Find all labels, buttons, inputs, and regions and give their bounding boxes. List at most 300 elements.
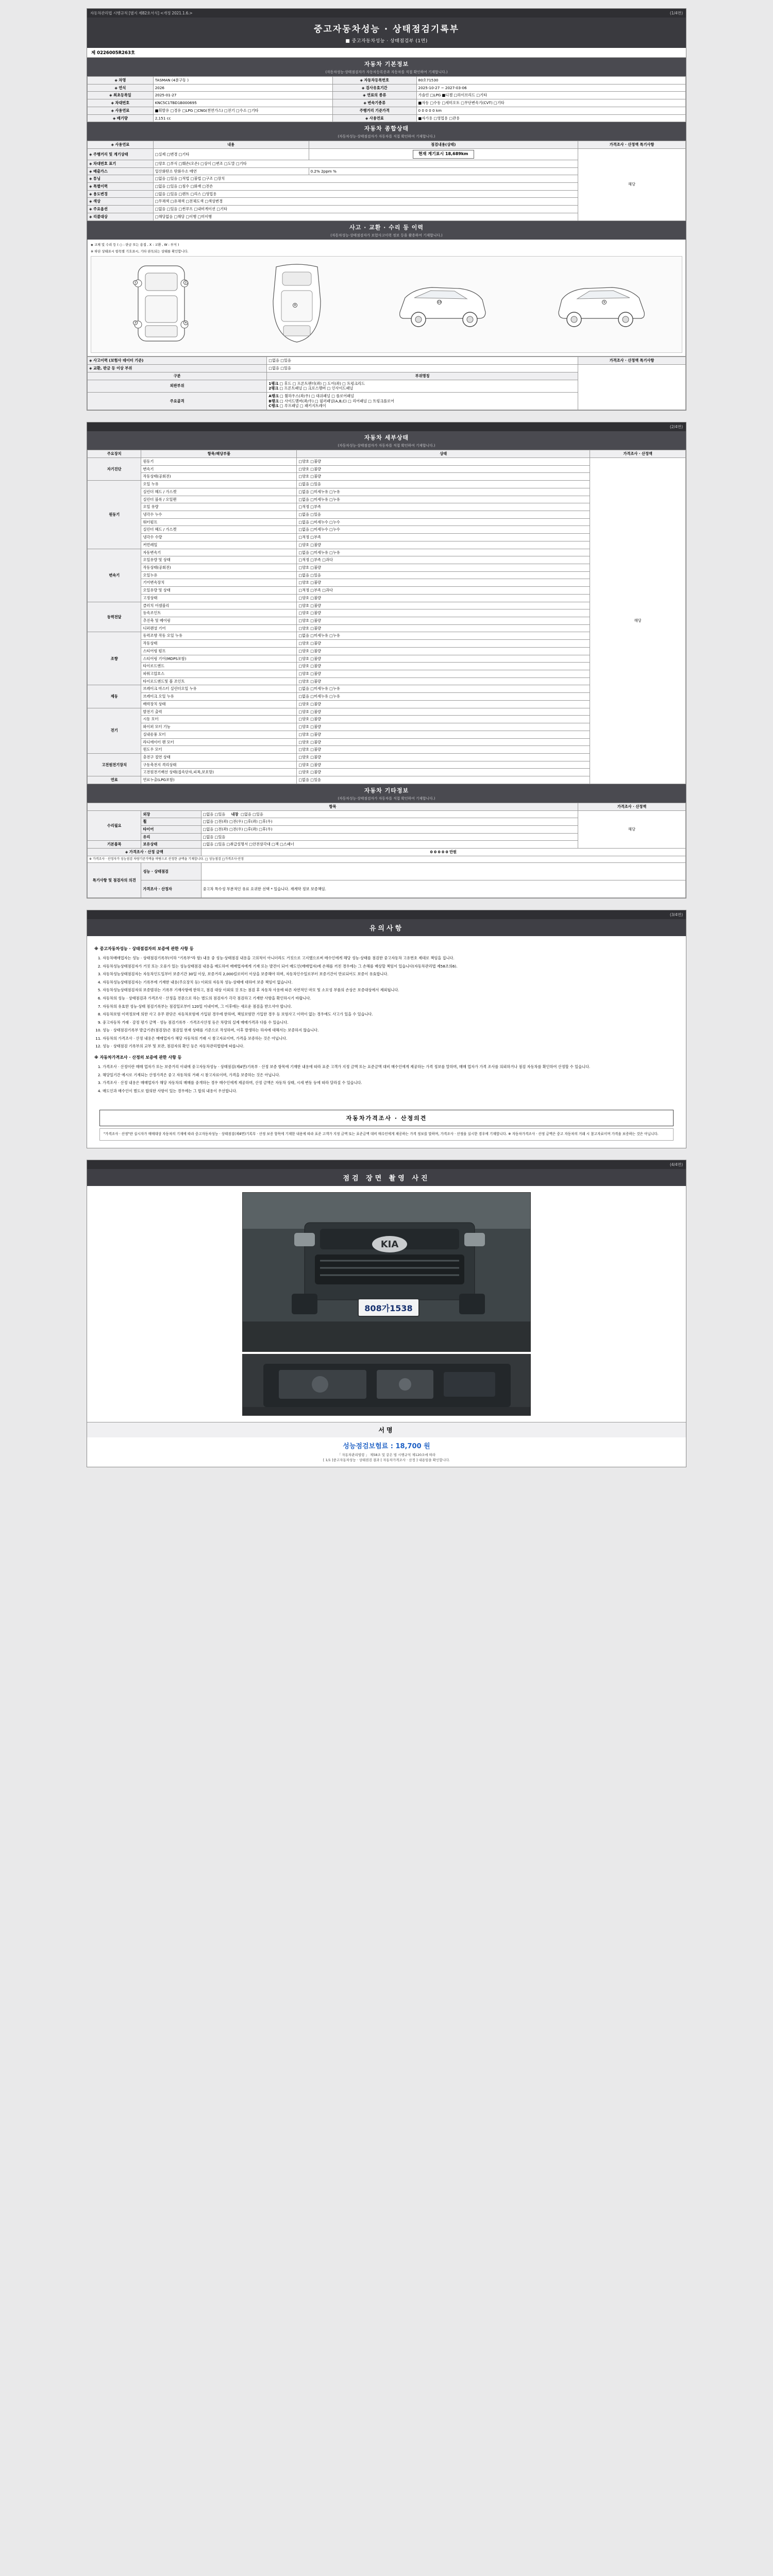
notice-list-2 (94, 1064, 679, 1094)
vehicle-front-photo-svg (243, 1193, 531, 1352)
diagram-marker: 2 (183, 280, 188, 285)
part-status: □적정 □부족 □과다 (297, 556, 590, 564)
part-name: 동력조향 작동 오일 누유 (141, 632, 297, 640)
part-name: 기어변속장치 (141, 579, 297, 587)
rank-parts: □ 프론트패널 □ 크로스멤버 □ 인사이드패널 (279, 386, 354, 391)
part-status: □양호 □불량 (297, 753, 590, 761)
section-note-accident: (자동차성능·상태점검자가 보험사고이력 정보 등을 활용하여 기재합니다.) (87, 232, 686, 240)
rank-label: C랭크 (268, 403, 279, 409)
group-outer-panel (88, 380, 267, 392)
group-label: 주요골격 (170, 398, 184, 403)
car-diagram-side-left (394, 275, 492, 334)
part-status: □양호 □불량 (297, 761, 590, 769)
list-item: 9. 중고자동차 거래 · 감정 평가 금액 · 성능 점검기록부 · 가격조사산정 등은 차량의 실제 매매가격과 다를 수 있습니다. (103, 1020, 679, 1026)
value-reg-no: 80호71530 (416, 77, 685, 84)
part-status: □양호 □불량 (297, 473, 590, 481)
table-header-row (88, 803, 686, 810)
value-exchange-parts: □없음 □있음 (267, 365, 578, 372)
part-name: 실내송풍 모터 (141, 731, 297, 738)
table-row (88, 84, 686, 92)
diagram-marker: 4 (183, 320, 188, 325)
accident-side-note (578, 365, 686, 410)
part-status: □양호 □불량 (297, 708, 590, 716)
car-diagram-side-right (552, 275, 650, 334)
row-detail-vin-mark: □양호 □부식 □훼손(오손) □상이 □변조 □도말 □기타 (153, 160, 578, 167)
remark-inspector-label: 성능 · 상태점검 (141, 862, 201, 880)
plate-text: 808가1538 (364, 1303, 413, 1313)
detail-state-table (87, 450, 686, 784)
group-engine: 원동기 (88, 481, 141, 549)
part-possession: 보유상태 (141, 841, 201, 849)
part-status: □양호 □불량 (297, 677, 590, 685)
value-insp-period: 2025-10-27 ~ 2027-03-06 (416, 84, 685, 92)
part-status: □양호 □불량 (297, 602, 590, 609)
part-name: 원동기 (141, 457, 297, 465)
footer-note (87, 1451, 686, 1467)
part-status: □양호 □불량 (297, 746, 590, 754)
price-band-note: ※ 가격조사 · 산정자가 성능점검 차량기준가액을 바탕으로 산정한 금액을 기재합니다. □ 성능점검 □가격조사·산정 (88, 856, 686, 862)
group-transmission: 변속기 (88, 549, 141, 602)
part-status: □없음 □미세누유 □누유 (297, 693, 590, 701)
section-title-overall: 자동차 종합상태 (87, 122, 686, 133)
value-tire: □없음 □전(좌) □전(우) □후(좌) □후(우) (201, 825, 578, 833)
label-vin: ◈ 차대번호 (88, 99, 154, 107)
part-name: 오일유량 및 상태 (141, 556, 297, 564)
table-header-row (88, 450, 686, 458)
row-label-usage-change: ◈ 용도변경 (88, 190, 154, 198)
table-row (88, 99, 686, 107)
part-name: 작동상태 (141, 640, 297, 648)
part-name: 브레이크 마스터 실린더오일 누유 (141, 685, 297, 693)
value-wheel: □없음 □전(좌) □전(우) □후(좌) □후(우) (201, 818, 578, 826)
part-name: 윈도우 모터 (141, 746, 297, 754)
part-name: 자동변속기 (141, 549, 297, 556)
part-name: 오일유량 및 상태 (141, 587, 297, 595)
page-mark-4: (4/4면) (669, 1162, 683, 1167)
rank-label: 2랭크 (268, 386, 279, 391)
group-fuel: 연료 (88, 776, 141, 784)
other-info-table (87, 803, 686, 898)
part-name: 변속기 (141, 465, 297, 473)
section-title-accident: 사고 · 교환 · 수리 등 이력 (87, 221, 686, 232)
part-status: □적정 □부족 (297, 534, 590, 541)
part-name: 디퍼렌셜 기어 (141, 624, 297, 632)
label-displacement: ◈ 배기량 (88, 114, 154, 122)
label-reg-no: ◈ 자동차등록번호 (333, 77, 417, 84)
col-accident-note: 가격조사 · 산정액 특기사항 (578, 357, 686, 365)
part-status: □양호 □불량 (297, 609, 590, 617)
part-tire: 타이어 (141, 825, 201, 833)
group-self-diagnosis: 자기진단 (88, 457, 141, 480)
group-label: 외판부위 (170, 383, 184, 388)
section-note-other: (자동차성능·상태점검자가 자동차를 직접 확인하여 기재합니다.) (87, 795, 686, 803)
list-item: 1. 가격조사 · 산정이란 매매 업자가 또는 보증거리 이내에 중고자동차성능 · 상태점검(제4면)기록부 · 산정 보증 항목에 기재한 내용에 따라 표준 고객가 지정 금액 또는 표준금액 대비 매수인에게 제공하는 가격 정보를 말하며, 매매 업자가 가격 조사를 의뢰하거나 점검 자동차를 확인하여 산정할 수 있습니다. (103, 1064, 679, 1071)
document-number: 제 0226005R263호 (87, 48, 686, 58)
row-detail-options: □없음 □있음 □썬루프 □내비게이션 □기타 (153, 206, 578, 213)
row-detail-tuning: □없음 □있음 □적법 □불법 □구조 □장치 (153, 175, 578, 183)
part-name: 오일 유량 (141, 503, 297, 511)
section-title-other: 자동차 기타정보 (87, 784, 686, 795)
label-exchange-parts: ◈ 교환, 판금 등 이상 부위 (88, 365, 267, 372)
row-detail-recall: □해당없음 □해당 □이행 □미이행 (153, 213, 578, 221)
list-item: 7. 자동차의 유효한 성능·상태 점검기록부는 점검일로부터 120일 이내이며, 그 이후에는 새로운 점검을 받으셔야 합니다. (103, 1004, 679, 1010)
exterior-options: □없음 □있음 (203, 811, 226, 817)
footer-note-line-2: [ 1/1 ]중고자동차성능 · 상태점검 결과 [ 자동차가격조사 · 산정 ] 내용임을 확인합니다. (323, 1458, 450, 1463)
label-fuel-kind: ◈ 연료의 종류 (333, 92, 417, 99)
part-name: 클러치 어셈블리 (141, 602, 297, 609)
section-note-overall: (자동차성능·상태점검자가 자동차를 직접 확인하여 기재합니다.) (87, 133, 686, 141)
list-item: 5. 자동차성능상태점검자의 보증범위는 기록부 기재사항에 한하고, 점검 대상 이외의 것 또는 점검 후 자동차 사용에 따른 자연적인 마모 및 소모성 부품의 손상은 보증대상에서 제외됩니다. (103, 987, 679, 994)
notice-body (87, 936, 686, 1105)
diagram-marker: 10 (438, 301, 441, 304)
sheet-topbar (87, 9, 686, 18)
part-status: □양호 □불량 (297, 594, 590, 602)
table-row (88, 810, 686, 818)
part-status: □양호 □불량 (297, 640, 590, 648)
part-name: 워터펌프 (141, 518, 297, 526)
rank-row (268, 403, 576, 409)
col-state: 점검내용(상태) (309, 141, 578, 149)
part-name: 시동 모터 (141, 716, 297, 723)
sheet-topbar-2 (87, 422, 686, 431)
group-main-frame (88, 393, 267, 410)
diagram-legend-1: ◈ 교체 및 수리 등 ( ○ : 판금 또는 용접 , X : 교환 , W : 부식 ) (91, 243, 179, 247)
part-status: □양호 □불량 (297, 457, 590, 465)
part-name: 배력장치 상태 (141, 700, 297, 708)
form-legal-ref: 자동차관리법 시행규칙 [별지 제82호서식] <개정 2021.1.6.> (90, 11, 193, 15)
part-name: 등속조인트 (141, 609, 297, 617)
part-name: 파워고압호스 (141, 670, 297, 678)
list-item: 1. 자동차매매업자는 성능 · 상태점검기록부(이하 "기록부"라 함) 내용 중 성능·상태점검 내용을 고의적이 아니더라도 거짓으로 고지했으로써 매수인에게 해당 성능·상태를 점검한 중고자동차 고유번호 제대로 책임을 집니다. (103, 955, 679, 962)
part-name: 발전기 출력 (141, 708, 297, 716)
overall-side-note: 해당 (578, 149, 686, 221)
part-name: 작동상태(공회전) (141, 473, 297, 481)
part-name: 실린더 헤드 / 가스켓 (141, 526, 297, 534)
part-name: 브레이크 오일 누유 (141, 693, 297, 701)
row-label-special-history: ◈ 특별이력 (88, 182, 154, 190)
value-possession: □없음 □있음 □취급설명서 □안전삼각대 □잭 □스패너 (201, 841, 578, 849)
part-status: □없음 □있음 (297, 571, 590, 579)
label-first-reg: ◈ 최초등록일 (88, 92, 154, 99)
section-note-basic: (자동차성능·상태점검자가 자동차등록증과 자동차를 직접 확인하여 기재합니다.) (87, 69, 686, 76)
list-item: 11. 자동차의 가격조사 · 산정 내용은 매매업자가 해당 자동차의 거래 시 참고자료이며, 가격을 보증하는 것은 아닙니다. (103, 1036, 679, 1042)
part-status: □양호 □불량 (297, 670, 590, 678)
col-price-note: 가격조사 · 산정액 (590, 450, 686, 458)
table-row (88, 457, 686, 465)
part-name: 구동축전지 격리상태 (141, 761, 297, 769)
value-fuel-kind: 가솔린 □LPG ■디젤 □하이브리드 □기타 (416, 92, 685, 99)
part-status: □양호 □불량 (297, 624, 590, 632)
part-status: □양호 □불량 (297, 663, 590, 670)
rank-parts: □ 휠하우스(좌/우) □ 대쉬패널 □ 플로어패널 (280, 394, 355, 399)
label-mileage-base: 주행거리 기준가격 (333, 107, 417, 114)
rank-row (268, 381, 576, 386)
value-first-reg: 2025-01-27 (153, 92, 332, 99)
vehicle-engine-photo-svg (243, 1354, 531, 1416)
part-name: 타이로드엔드 (141, 663, 297, 670)
part-name: 냉각수 수량 (141, 534, 297, 541)
part-status: □양호 □불량 (297, 700, 590, 708)
list-item: 3. 가격조사 · 산정 내용은 매매업자가 해당 자동차의 매매를 중개하는 경우 매수인에게 제공하며, 산정 금액은 자동차 상태, 시세 변동 등에 따라 달라질 수 있습니다. (103, 1080, 679, 1087)
rank-row (268, 394, 576, 399)
part-status: □없음 □미세누유 □누유 (297, 488, 590, 496)
label-special-remarks: 특기사항 및 점검자의 의견 (88, 862, 141, 897)
list-item: 3. 자동차성능상태점검자는 자동차인도일부터 보증기간 30일 이상, 보증거리 2,000킬로미터 이상을 보증해야 하며, 자동차인수일로부터 보증기간이 만료되어도 보증이 유효합니다. (103, 971, 679, 978)
car-side-left-svg (394, 275, 492, 332)
part-status: □없음 □있음 (297, 511, 590, 518)
label-usage: ◈ 사용연료 (333, 114, 417, 122)
accident-history-table (87, 357, 686, 410)
col-detail: 내용 (153, 141, 309, 149)
car-diagram-top (261, 260, 333, 349)
remark-inspector-value (201, 862, 685, 880)
table-row (88, 149, 686, 160)
part-status: □없음 □미세누유 □누유 (297, 685, 590, 693)
footer-note-line-1: 「 자동차관리법령 」 제58조 및 같은 법 시행규칙 제120조에 따라 (337, 1452, 436, 1457)
col-main-device: 주요장치 (88, 450, 141, 458)
notice-heading-2: ※ 자동차가격조사 · 산정의 보증에 관한 사항 등 (94, 1055, 182, 1060)
part-exterior: 외장 (141, 810, 201, 818)
notice-heading-1: ※ 중고자동차성능 · 상태점검자의 보증에 관한 사항 등 (94, 946, 194, 951)
part-status: □양호 □불량 (297, 738, 590, 746)
document-subtitle: ■ 중고자동차성능 · 상태점검부 (1면) (345, 39, 428, 44)
row-state-emission: 0.2% 2ppm % (309, 167, 578, 175)
interior-options: □없음 □있음 (241, 811, 263, 817)
table-header-row (88, 141, 686, 149)
part-status: □양호 □불량 (297, 716, 590, 723)
col-part: 항목/해당부품 (141, 450, 297, 458)
part-name: 스티어링 기어(MDPS포함) (141, 655, 297, 663)
value-glass: □없음 □있음 (201, 833, 578, 841)
col-item: ◈ 사용연료 (88, 141, 154, 149)
rank-parts: □ 후드 □ 프론트펜더(좌) □ 도어(좌) □ 트렁크리드 (279, 381, 365, 386)
value-exterior (201, 810, 578, 818)
list-item: 4. 자동차성능상태점검자는 기록부에 기재한 내용(주요장치 등) 이외의 자동차 성능·상태에 대하여 보증 책임이 없습니다. (103, 979, 679, 986)
value-use-fuel: ■휘발유 □경유 □LPG □CNG(천연가스) □전기 □수소 □기타 (153, 107, 332, 114)
group-steering: 조향 (88, 632, 141, 685)
table-row (88, 107, 686, 114)
part-name: 오일누유 (141, 571, 297, 579)
sheet-page-1 (87, 8, 686, 411)
row-detail-emission: 일산화탄소 탄화수소 매연 (153, 167, 309, 175)
col-group: 구분 (88, 372, 267, 380)
label-year: ◈ 연식 (88, 84, 154, 92)
value-car-name: TASMAN (4륜구동 ) (153, 77, 332, 84)
group-repair-needed: 수리필요 (88, 810, 141, 841)
part-status: □없음 □미세누유 □누유 (297, 632, 590, 640)
part-status: □없음 □미세누유 □누유 (297, 496, 590, 503)
row-label-mileage: ◈ 주행거리 및 계기상태 (88, 149, 154, 160)
vehicle-engine-photo (242, 1354, 531, 1416)
part-name: 와이퍼 모터 기능 (141, 723, 297, 731)
table-row (88, 357, 686, 365)
remark-appraiser-label: 가격조사 · 산정자 (141, 880, 201, 897)
part-status: □양호 □불량 (297, 655, 590, 663)
part-status: □적정 □부족 □과다 (297, 587, 590, 595)
list-item: 2. 자동차성능상태점검자가 거짓 또는 오류가 있는 성능상태점검 내용을 매도하여 매매업자에게 기재 또는 발견이 되어 매도인(매매업자)에 손해를 끼친 경우에는 그 손해를 배상할 책임이 있습니다(자동차관리법 제58조의6). (103, 963, 679, 970)
part-status: □양호 □불량 (297, 731, 590, 738)
page-mark-3: (3/4면) (669, 912, 683, 917)
label-transmission: ◈ 변속기종류 (333, 99, 417, 107)
car-diagram-front (123, 260, 200, 349)
remark-appraiser-value: 중고차 특수성 부분적인 유료 요귀한 선택 * 있습니다. 재계약 정보 보증책임. (201, 880, 685, 897)
col-note: 가격조사 · 산정액 특기사항 (578, 141, 686, 149)
main-frame-parts (267, 393, 578, 410)
list-item: 6. 자동차의 성능 · 상태점검과 가격조사 · 산정을 전문으로 하는 별도의 점검자가 각각 점검하고 기재한 사항을 확인하시기 바랍니다. (103, 995, 679, 1002)
row-detail-usage-change: □없음 □있음 □렌트 □리스 □영업용 (153, 190, 578, 198)
car-diagram-group (91, 256, 682, 353)
table-row (88, 92, 686, 99)
document-header (87, 18, 686, 48)
row-label-color: ◈ 색상 (88, 198, 154, 206)
sheet-page-3 (87, 910, 686, 1148)
part-status: □양호 □불량 (297, 579, 590, 587)
rank-parts: □ 사이드멤버(좌/우) □ 필러패널(A,B,C) □ 리어패널 □ 트렁크플로어 (279, 398, 395, 403)
row-detail-mileage: □실제 □변경 □기타 (153, 149, 309, 160)
col-part-names: 부위명칭 (267, 372, 578, 380)
overall-state-table (87, 141, 686, 221)
rank-row (268, 386, 576, 391)
group-basic-items: 기본품목 (88, 841, 141, 849)
part-status: □없음 □있음 (297, 776, 590, 784)
part-status: □양호 □불량 (297, 647, 590, 655)
document-title: 중고자동차성능 · 상태점검기록부 (313, 24, 460, 35)
row-detail-special-history: □없음 □있음 □침수 □화재 □전손 (153, 182, 578, 190)
price-band-value: 0 0 0 0 0 만원 (201, 849, 685, 856)
notice-title: 유의사항 (87, 919, 686, 936)
part-name: 라디에이터 팬 모터 (141, 738, 297, 746)
table-row (88, 856, 686, 862)
part-name: 냉각수 누수 (141, 511, 297, 518)
basic-info-table (87, 76, 686, 122)
label-car-name: ◈ 차명 (88, 77, 154, 84)
rank-parts: □ 루프패널 □ 패키지트레이 (279, 403, 326, 409)
part-name: 오일 누유 (141, 481, 297, 488)
list-item: 8. 자동차보험 이력정보에 의한 사고 유무 판단은 자동차보험에 가입된 경우에 한하며, 책임보험만 가입한 경우 등 보험사고 이력이 없는 경우에도 사고가 있을 수 있습니다. (103, 1011, 679, 1018)
brand-text: KIA (380, 1239, 399, 1250)
row-label-vin-mark: ◈ 차대번호 표기 (88, 160, 154, 167)
sheet-page-4 (87, 1160, 686, 1468)
sheet-topbar-4 (87, 1160, 686, 1169)
label-insp-period: ◈ 검사유효기간 (333, 84, 417, 92)
part-name: 작동상태(공회전) (141, 564, 297, 571)
section-note-detail: (자동차성능·상태점검자가 자동차를 직접 확인하여 기재합니다.) (87, 443, 686, 450)
part-name: 실린더 헤드 / 가스켓 (141, 488, 297, 496)
list-item: 10. 성능 · 상태점검기록부 발급기관(점검장)은 점검일 현재 상태를 기준으로 작성하며, 이후 발생하는 하자에 대해서는 보증하지 않습니다. (103, 1027, 679, 1034)
value-vin: KNC5C1TBD1B000695 (153, 99, 332, 107)
table-row (88, 880, 686, 897)
part-status: □양호 □불량 (297, 617, 590, 625)
part-status: □양호 □불량 (297, 723, 590, 731)
sheet-page-2 (87, 422, 686, 899)
accident-diagram-area (87, 240, 686, 357)
part-name: 고정상태 (141, 594, 297, 602)
list-item: 4. 매도인과 매수인이 별도로 합의한 사항이 있는 경우에는 그 합의 내용이 우선합니다. (103, 1088, 679, 1095)
col-status: 상태 (297, 450, 590, 458)
price-band-label: ◈ 가격조사 · 산정 금액 (88, 849, 201, 856)
diagram-marker: 8 (293, 303, 297, 308)
part-status: □없음 □있음 (297, 481, 590, 488)
vehicle-front-photo (242, 1192, 531, 1352)
sheet-topbar-3 (87, 910, 686, 919)
value-mileage-base: 0 0 0 0 0 km (416, 107, 685, 114)
part-name: 연료누출(LPG포함) (141, 776, 297, 784)
table-row (88, 114, 686, 122)
car-front-svg (123, 260, 200, 347)
car-side-right-svg (552, 275, 650, 332)
other-side-note: 해당 (578, 810, 686, 849)
section-title-detail: 자동차 세부상태 (87, 431, 686, 443)
row-label-options: ◈ 주요옵션 (88, 206, 154, 213)
diagram-legend-2: ※ 하단 상태표시 항목별 기호표시, 기타 판독되는 상태를 확인합니다. (91, 250, 189, 254)
col-other-price: 가격조사 · 산정액 (578, 803, 686, 810)
page-mark-2: (2/4면) (669, 425, 683, 430)
part-status: □양호 □불량 (297, 769, 590, 776)
table-row (88, 862, 686, 880)
row-label-recall: ◈ 리콜대상 (88, 213, 154, 221)
table-row (88, 77, 686, 84)
list-item: 12. 성능 · 상태점검 기록부의 교부 및 보관, 점검자의 확인 등은 자동차관리법령에 따릅니다. (103, 1043, 679, 1050)
part-glass: 유리 (141, 833, 201, 841)
part-status: □양호 □불량 (297, 541, 590, 549)
value-displacement: 2,151 cc (153, 114, 332, 122)
row-label-emission: ◈ 배출가스 (88, 167, 154, 175)
part-name: 고전원전기배선 상태(접속단자,피복,보호망) (141, 769, 297, 776)
part-interior: 내장 (231, 811, 239, 817)
rank-label: 1랭크 (268, 381, 279, 386)
part-name: 실린더 블록 / 오일팬 (141, 496, 297, 503)
part-status: □없음 □미세누유 □누유 (297, 549, 590, 556)
part-name: 추진축 및 베어링 (141, 617, 297, 625)
part-name: 스티어링 펌프 (141, 647, 297, 655)
value-accident-history: □없음 □있음 (267, 357, 578, 365)
value-usage: ■자가용 □영업용 □관용 (416, 114, 685, 122)
part-name: 타이로드엔드및 볼 조인트 (141, 677, 297, 685)
declaration-box: 자동차가격조사 · 산정의견 (99, 1110, 674, 1126)
page-mark-1: (1/4면) (669, 11, 683, 15)
row-label-tuning: ◈ 튜닝 (88, 175, 154, 183)
detail-side-note: 해당 (590, 457, 686, 784)
part-status: □없음 □미세누수 □누수 (297, 518, 590, 526)
photo-wrap (87, 1186, 686, 1422)
signature-band: 서명 (87, 1422, 686, 1437)
col-other-item: 항목 (88, 803, 578, 810)
part-name: 충전구 절연 상태 (141, 753, 297, 761)
group-power-transfer: 동력전달 (88, 602, 141, 632)
value-transmission: ■자동 □수동 □세미오토 □무단변속기(CVT) □기타 (416, 99, 685, 107)
part-name: 커먼레일 (141, 541, 297, 549)
label-use-fuel: ◈ 사용연료 (88, 107, 154, 114)
row-detail-color: □무채색 □유채색 □전체도색 □색상변경 (153, 198, 578, 206)
photo-section-title: 점검 장면 촬영 사진 (87, 1169, 686, 1186)
rank-row (268, 399, 576, 404)
diagram-marker: 1 (133, 280, 138, 285)
table-row (88, 849, 686, 856)
part-status: □없음 □미세누수 □누수 (297, 526, 590, 534)
part-wheel: 휠 (141, 818, 201, 826)
part-status: □양호 □불량 (297, 564, 590, 571)
group-electric: 전기 (88, 708, 141, 753)
notice-list-1 (94, 955, 679, 1050)
group-braking: 제동 (88, 685, 141, 708)
table-row (88, 365, 686, 372)
part-status: □적정 □부족 (297, 503, 590, 511)
declaration-note: "가격조사 · 산정"란 실시자가 매매대상 자동차의 기재에 따라 중고자동차성능 · 상태점검(제4면)기록부 · 산정 보증 항목에 기재한 내용에 따라 표준 고객가 지정 금액 또는 표준금액 대비 매수인에게 제공하는 가격 정보를 말하며, 가격조사 · 산정을 실시한 경우에 기재합니다. ※ 자동차가격조사 · 산정 금액은 중고 자동차의 거래 시 참고자료이며 가격을 보증하는 것은 아닙니다. (99, 1128, 674, 1140)
outer-panel-parts (267, 380, 578, 392)
list-item: 2. 해당일기간 예시로 기재되는 산정가격은 중고 자동차의 거래 시 참고자료이며, 가격을 보증하는 것은 아닙니다. (103, 1072, 679, 1079)
part-status: □양호 □불량 (297, 465, 590, 473)
mileage-value: 현재 계기표시 18,689km (413, 150, 474, 159)
